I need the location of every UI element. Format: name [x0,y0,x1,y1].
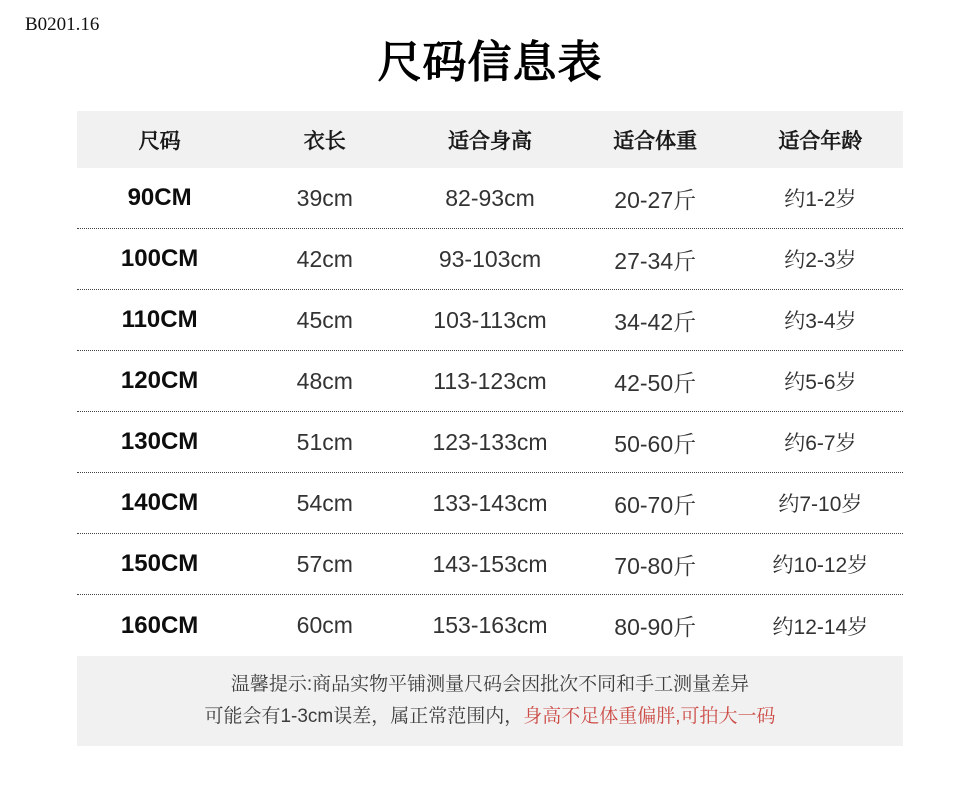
table-row [77,473,903,534]
cell-length: 60cm [296,612,353,638]
cell-weight: 70-80斤 [614,552,697,579]
cell-size: 150CM [120,550,199,577]
cell-age: 约7-10岁 [778,493,863,516]
cell-weight: 50-60斤 [614,430,697,457]
table-row [77,351,903,412]
size-table-header-row [77,111,903,168]
cell-age: 约1-2岁 [784,188,857,211]
cell-height: 143-153cm [432,550,548,577]
cell-weight: 20-27斤 [614,186,697,213]
cell-height: 103-113cm [433,306,547,333]
table-row [77,595,903,656]
cell-weight: 27-34斤 [614,247,697,274]
note-line-2-normal: 可能会有1-3cm误差，属正常范围内， [204,706,524,727]
note-box [77,656,903,746]
cell-age: 约3-4岁 [784,310,857,333]
cell-size: 120CM [120,367,199,394]
note-line-2 [204,701,775,733]
column-header-size: 尺码 [138,129,181,153]
cell-size: 100CM [120,245,199,272]
cell-age: 约10-12岁 [772,554,869,577]
table-row [77,534,903,595]
cell-age: 约2-3岁 [784,249,857,272]
cell-height: 123-133cm [432,428,548,455]
note-line-1: 温馨提示:商品实物平铺测量尺码会因批次不同和手工测量差异 [230,674,750,695]
cell-age: 约12-14岁 [772,615,869,639]
table-row [77,229,903,290]
cell-size: 90CM [127,184,192,211]
table-row [77,168,903,229]
cell-weight: 80-90斤 [614,614,697,640]
cell-length: 39cm [296,184,353,211]
cell-weight: 60-70斤 [614,491,697,518]
cell-height: 153-163cm [432,612,548,638]
cell-height: 82-93cm [445,184,535,211]
column-header-length: 衣长 [303,129,346,153]
cell-height: 93-103cm [438,245,542,272]
cell-length: 42cm [296,245,353,272]
column-header-weight: 适合体重 [613,129,698,153]
cell-height: 113-123cm [433,367,547,394]
product-code: B0201.16 [25,14,100,35]
cell-length: 51cm [296,428,353,455]
cell-age: 约6-7岁 [784,432,857,455]
cell-weight: 42-50斤 [614,369,697,396]
cell-size: 130CM [120,428,199,455]
column-header-age: 适合年龄 [778,129,863,153]
cell-size: 110CM [121,306,198,333]
cell-size: 160CM [120,611,199,639]
column-header-height: 适合身高 [447,129,532,153]
cell-length: 57cm [296,550,353,577]
cell-weight: 34-42斤 [614,308,697,335]
table-row [77,290,903,351]
cell-age: 约5-6岁 [784,371,857,394]
cell-size: 140CM [120,489,199,516]
cell-height: 133-143cm [432,489,548,516]
size-table [77,111,903,656]
size-table-body [77,168,903,656]
page-title: 尺码信息表 [377,38,603,87]
cell-length: 45cm [296,306,353,333]
cell-length: 48cm [296,367,353,394]
cell-length: 54cm [296,489,353,516]
table-row [77,412,903,473]
note-line-2-highlight: 身高不足体重偏胖,可拍大一码 [523,706,776,727]
